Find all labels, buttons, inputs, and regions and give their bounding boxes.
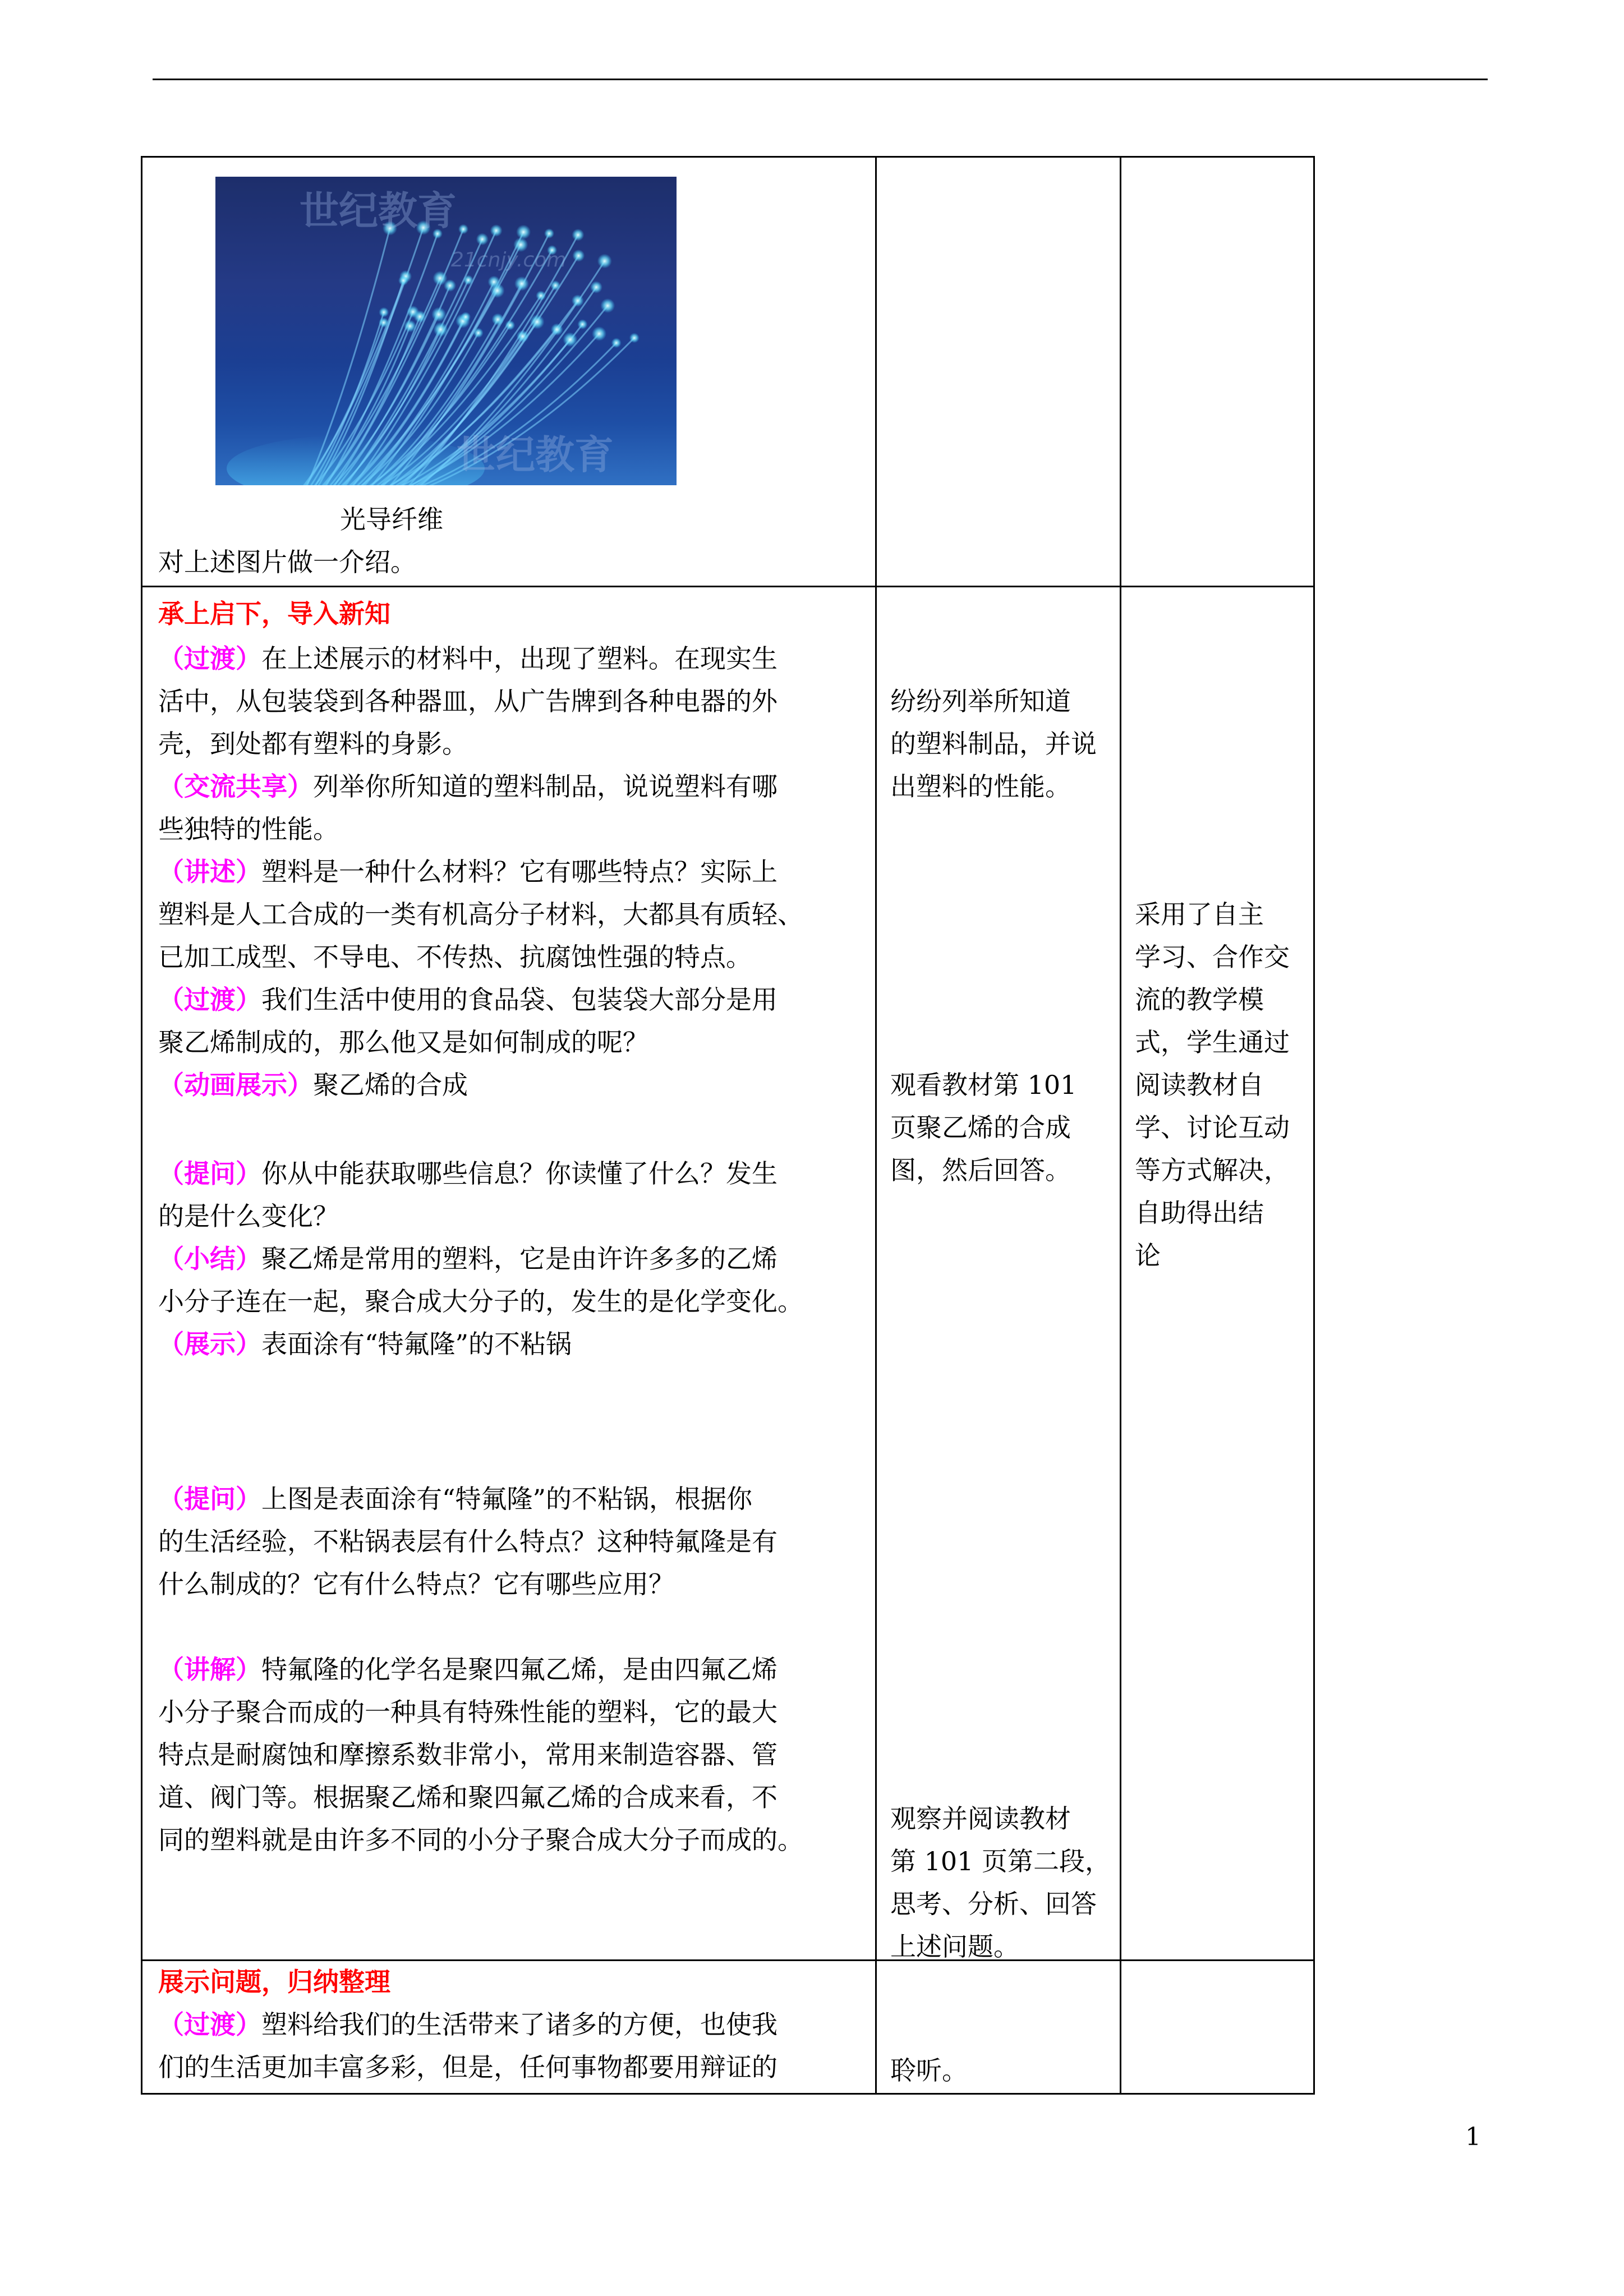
- fiber-tip: [544, 228, 554, 238]
- student-cell-section2: [876, 1961, 1121, 2094]
- section1-line-10: 聚乙烯制成的，那么他又是如何制成的呢？: [158, 1027, 648, 1057]
- text: 表面涂有“特氟隆”的不粘锅: [261, 1329, 572, 1359]
- fiber-tip: [611, 338, 622, 348]
- intent-line-6: 学、讨论互动: [1135, 1112, 1290, 1143]
- watermark-bottom: 世纪教育: [457, 432, 614, 478]
- student-line-4: 观看教材第 101: [890, 1070, 1077, 1100]
- section1-line-11: [158, 1068, 468, 1102]
- fiber-tip: [629, 333, 640, 343]
- intent-cell-section2: [1121, 1961, 1314, 2094]
- fiber-tip: [458, 224, 468, 234]
- section1-line-9: [158, 982, 778, 1017]
- fiber-tip: [487, 275, 500, 288]
- header-rule: [153, 79, 1488, 80]
- label-narrate: （讲述）: [158, 857, 261, 887]
- image-note: 对上述图片做一介绍。: [158, 547, 416, 577]
- section1-line-22: 特点是耐腐蚀和摩擦系数非常小，常用来制造容器、管: [158, 1740, 778, 1770]
- label-transition: （过渡）: [158, 643, 261, 674]
- fiber-tip: [516, 225, 531, 240]
- fiber-tip: [592, 326, 606, 341]
- page-number: 1: [1465, 2123, 1481, 2151]
- fiber-tip: [517, 330, 529, 342]
- intent-line-4: 式，学生通过: [1135, 1027, 1290, 1057]
- intent-line-2: 学习、合作交: [1135, 942, 1290, 972]
- section1-line-17: [158, 1481, 752, 1516]
- section1-line-16: [158, 1327, 572, 1361]
- student-line-7: 观察并阅读教材: [890, 1803, 1071, 1834]
- text: 你从中能获取哪些信息？你读懂了什么？发生: [261, 1158, 778, 1189]
- fiber-tip: [530, 315, 545, 329]
- section2-heading: 展示问题，归纳整理: [158, 1967, 390, 1997]
- text: 上图是表面涂有“特氟隆”的不粘锅，根据你: [261, 1484, 753, 1514]
- section1-line-4: [158, 769, 778, 804]
- section1-line-19: 什么制成的？它有什么特点？它有哪些应用？: [158, 1569, 674, 1599]
- label-show: （展示）: [158, 1329, 261, 1359]
- label-transition: （过渡）: [158, 2009, 261, 2040]
- text: 塑料是一种什么材料？它有哪些特点？实际上: [261, 857, 778, 887]
- fiber-tip: [431, 307, 446, 321]
- fiber-tip: [505, 320, 515, 330]
- optical-fiber-photo: [215, 177, 677, 485]
- section1-line-1: [158, 641, 778, 676]
- intent-line-1: 采用了自主: [1135, 899, 1264, 930]
- table-row-image: [142, 157, 1314, 587]
- text: 我们生活中使用的食品袋、包装袋大部分是用: [261, 984, 778, 1015]
- student-line-listen: 聆听。: [890, 2055, 968, 2086]
- text: 列举你所知道的塑料制品，说说塑料有哪: [313, 771, 778, 802]
- section2-line-1: [158, 2007, 778, 2042]
- fiber-tip: [490, 224, 503, 237]
- fiber-tip: [590, 281, 602, 293]
- teacher-cell-image: [142, 157, 876, 587]
- fiber-tip: [572, 295, 584, 307]
- watermark-url: 21cnjy.com: [451, 249, 567, 272]
- fiber-tip: [536, 291, 546, 301]
- fiber-tip: [577, 319, 587, 329]
- intent-line-3: 流的教学模: [1135, 984, 1264, 1015]
- teacher-cell-section1: [142, 587, 876, 1961]
- student-line-9: 思考、分析、回答: [890, 1889, 1097, 1919]
- section1-line-18: 的生活经验，不粘锅表层有什么特点？这种特氟隆是有: [158, 1526, 778, 1557]
- label-question: （提问）: [158, 1484, 261, 1514]
- watermark-top: 世纪教育: [300, 188, 457, 234]
- section1-line-20: [158, 1652, 778, 1687]
- intent-line-9: 论: [1135, 1240, 1161, 1271]
- fiber-tip: [491, 313, 504, 325]
- student-cell-section1: [876, 587, 1121, 1961]
- label-explain: （讲解）: [158, 1654, 261, 1685]
- label-summary: （小结）: [158, 1244, 261, 1274]
- text: 特氟隆的化学名是聚四氟乙烯，是由四氟乙烯: [261, 1654, 778, 1685]
- student-line-10: 上述问题。: [890, 1931, 1019, 1962]
- intent-line-7: 等方式解决，: [1135, 1155, 1290, 1185]
- section1-line-3: 壳，到处都有塑料的身影。: [158, 729, 468, 759]
- section1-line-6: [158, 854, 778, 889]
- student-line-3: 出塑料的性能。: [890, 771, 1071, 802]
- student-line-2: 的塑料制品，并说: [890, 729, 1097, 759]
- intent-line-8: 自助得出结: [1135, 1198, 1264, 1228]
- fiber-tip: [551, 323, 563, 335]
- fiber-tip: [379, 318, 389, 328]
- fiber-tip: [550, 280, 560, 291]
- fiber-tip: [398, 275, 408, 286]
- fiber-tip: [434, 322, 448, 337]
- section1-line-21: 小分子聚合而成的一种具有特殊性能的塑料，它的最大: [158, 1697, 778, 1727]
- section1-line-5: 些独特的性能。: [158, 814, 339, 844]
- section1-line-23: 道、阀门等。根据聚乙烯和聚四氟乙烯的合成来看，不: [158, 1782, 778, 1812]
- fiber-tip: [463, 275, 473, 285]
- fiber-tip: [473, 328, 484, 338]
- table-row-section2: [142, 1961, 1314, 2094]
- intent-cell-section1: [1121, 587, 1314, 1961]
- fiber-tip: [444, 279, 456, 292]
- fiber-tip: [597, 254, 612, 268]
- student-line-8: 第 101 页第二段，: [890, 1846, 1111, 1876]
- teacher-cell-section2: [142, 1961, 876, 2094]
- label-share: （交流共享）: [158, 771, 313, 802]
- fiber-tip: [563, 332, 577, 347]
- student-line-5: 页聚乙烯的合成: [890, 1112, 1071, 1143]
- image-caption: 光导纤维: [340, 504, 443, 535]
- section1-line-2: 活中，从包装袋到各种器皿，从广告牌到各种电器的外: [158, 686, 778, 716]
- section2-line-2: 们的生活更加丰富多彩，但是，任何事物都要用辩证的: [158, 2052, 778, 2082]
- section1-line-24: 同的塑料就是由许多不同的小分子聚合成大分子而成的。: [158, 1825, 803, 1855]
- lesson-table: [141, 156, 1315, 2095]
- section1-line-7: 塑料是人工合成的一类有机高分子材料，大都具有质轻、: [158, 899, 803, 930]
- fiber-tip: [461, 312, 471, 322]
- text: 在上述展示的材料中，出现了塑料。在现实生: [261, 643, 778, 674]
- section1-line-8: 已加工成型、不导电、不传热、抗腐蚀性强的特点。: [158, 942, 752, 972]
- student-cell-image: [876, 157, 1121, 587]
- label-animation: （动画展示）: [158, 1070, 313, 1100]
- intent-line-5: 阅读教材自: [1135, 1070, 1264, 1100]
- fiber-tip: [514, 277, 529, 291]
- fiber-tip: [572, 250, 585, 262]
- text: 塑料给我们的生活带来了诸多的方便，也使我: [261, 2009, 778, 2040]
- text: 聚乙烯是常用的塑料，它是由许许多多的乙烯: [261, 1244, 778, 1274]
- student-line-6: 图，然后回答。: [890, 1155, 1071, 1185]
- section1-heading: 承上启下，导入新知: [158, 599, 390, 629]
- fiber-tip: [413, 310, 426, 323]
- section1-line-13: 的是什么变化？: [158, 1201, 339, 1231]
- fiber-tip: [600, 298, 615, 313]
- section1-line-14: [158, 1241, 778, 1276]
- fiber-tip: [379, 307, 389, 318]
- label-question: （提问）: [158, 1158, 261, 1189]
- label-transition: （过渡）: [158, 984, 261, 1015]
- fiber-tip: [404, 320, 416, 332]
- fiber-tip: [572, 229, 584, 241]
- intent-cell-image: [1121, 157, 1314, 587]
- fiber-tip: [476, 233, 489, 245]
- section1-line-15: 小分子连在一起，聚合成大分子的，发生的是化学变化。: [158, 1286, 803, 1317]
- text: 聚乙烯的合成: [313, 1070, 468, 1100]
- table-row-section1: [142, 587, 1314, 1961]
- student-line-1: 纷纷列举所知道: [890, 686, 1071, 716]
- section1-line-12: [158, 1156, 778, 1191]
